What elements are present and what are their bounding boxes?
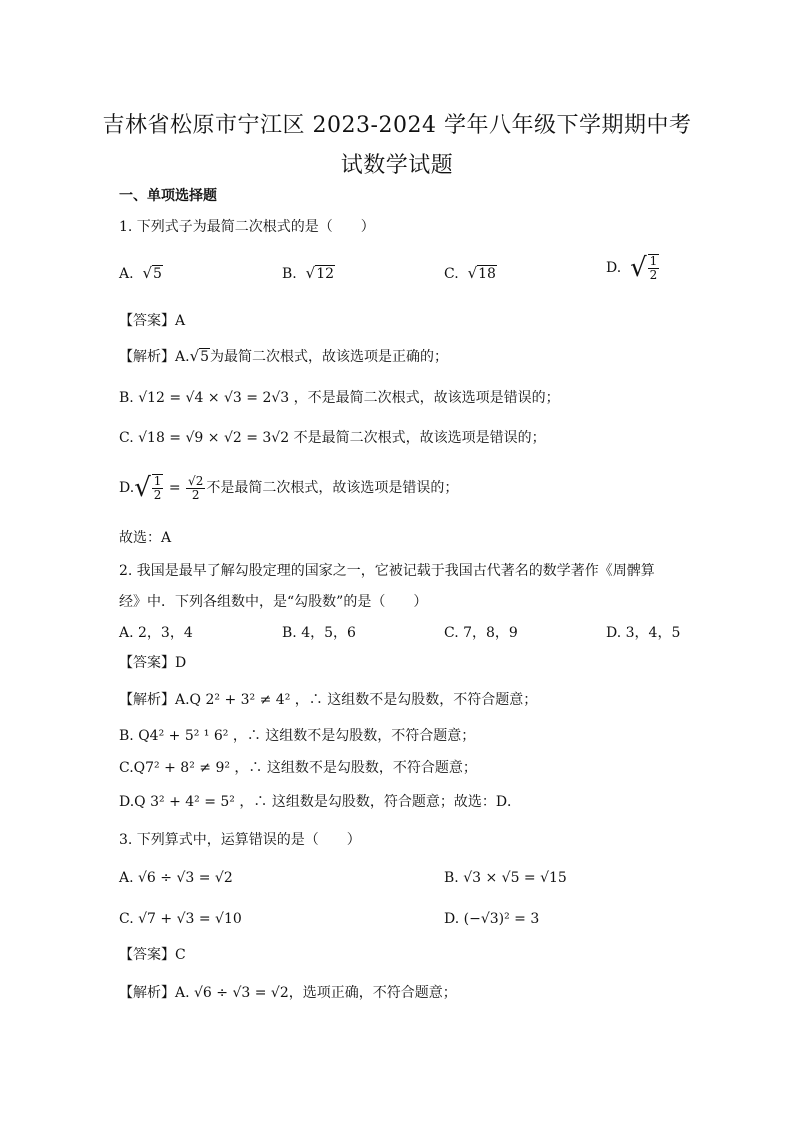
q1-explanation-d-text: 不是最简二次根式，故该选项是错误的；	[206, 480, 459, 496]
q1-option-b-label: B.	[282, 266, 297, 282]
q2-explanation-c: C.Q7² + 8² ≠ 9² ，∴ 这组数不是勾股数，不符合题意；	[119, 760, 477, 776]
q1-option-b-radicand: 12	[316, 266, 335, 282]
q1-explanation-a-prefix: 【解析】A.	[119, 349, 190, 365]
q1-option-c: C. √18	[444, 264, 496, 282]
q3-answer: 【答案】C	[119, 947, 186, 963]
q1-stem: 1. 下列式子为最简二次根式的是（ ）	[119, 219, 375, 235]
q1-explanation-a: 【解析】A.√5为最简二次根式，故该选项是正确的；	[119, 347, 449, 365]
q2-stem-line1: 2. 我国是最早了解勾股定理的国家之一，它被记载于我国古代著名的数学著作《周髀算	[119, 563, 655, 579]
q1-option-c-label: C.	[444, 266, 459, 282]
q1-option-a-radicand: 5	[153, 266, 162, 282]
q1-option-d-numerator: 1	[649, 254, 658, 268]
q3-stem: 3. 下列算式中，运算错误的是（ ）	[119, 832, 361, 848]
q2-explanation-b: B. Q4² + 5² ¹ 6² ，∴ 这组数不是勾股数，不符合题意；	[119, 728, 476, 744]
q3-option-b: B. √3 × √5 = √15	[444, 870, 567, 886]
q1-explanation-d-prefix: D.	[119, 480, 135, 496]
q1-option-d-label: D.	[606, 260, 622, 276]
q1-option-a: A. √5	[119, 264, 162, 282]
q3-option-c: C. √7 + √3 = √10	[119, 911, 242, 927]
q2-explanation-a: 【解析】A.Q 2² + 3² ≠ 4² ，∴ 这组数不是勾股数，不符合题意；	[119, 692, 538, 708]
q2-option-d: D. 3，4，5	[606, 625, 681, 641]
q1-explanation-a-text: 为最简二次根式，故该选项是正确的；	[210, 349, 449, 365]
q2-explanation-d: D.Q 3² + 4² = 5² ，∴ 这组数是勾股数，符合题意；故选：D．	[119, 794, 522, 810]
q2-stem-line2: 经》中．下列各组数中，是“勾股数”的是（ ）	[119, 594, 428, 610]
q2-option-c: C. 7，8，9	[444, 625, 518, 641]
q1-option-d: D. √ $\frac{1}{2}$	[606, 253, 658, 283]
q1-option-d-denominator: 2	[649, 268, 658, 282]
section-heading: 一、单项选择题	[119, 188, 217, 204]
document-title-line2: 试数学试题	[340, 153, 454, 178]
q1-option-b: B. √12	[282, 264, 335, 282]
q1-explanation-d-den2: 2	[191, 487, 200, 502]
q2-option-b: B. 4，5，6	[282, 625, 356, 641]
q1-explanation-c: C. √18 = √9 × √2 = 3√2 不是最简二次根式，故该选项是错误的；	[119, 430, 546, 446]
q1-explanation-d: D.√ $\frac{1}{2}$ = $\frac{√2}{2}$ 不是最简二次根式，故该选项是错误的；	[119, 473, 459, 503]
q1-explanation-b: B. √12 = √4 × √3 = 2√3 ，不是最简二次根式，故该选项是错误的；	[119, 390, 560, 406]
q1-option-a-label: A.	[119, 266, 134, 282]
q3-option-d: D. (−√3)² = 3	[444, 911, 540, 927]
q1-conclusion: 故选：A	[119, 530, 172, 546]
q1-explanation-d-den1: 2	[153, 488, 162, 502]
q3-explanation-a: 【解析】A. √6 ÷ √3 = √2，选项正确，不符合题意；	[119, 985, 457, 1001]
q1-answer: 【答案】A	[119, 313, 186, 329]
q1-explanation-a-radicand: 5	[200, 349, 210, 365]
q2-answer: 【答案】D	[119, 655, 187, 671]
q3-option-a: A. √6 ÷ √3 = √2	[119, 870, 233, 886]
document-title-line1: 吉林省松原市宁江区 2023-2024 学年八年级下学期期中考	[102, 113, 692, 138]
q1-option-c-radicand: 18	[478, 266, 496, 282]
q1-explanation-d-num1: 1	[153, 474, 162, 488]
q1-explanation-d-num2: √2	[188, 473, 204, 488]
q2-option-a: A. 2，3，4	[119, 625, 193, 641]
